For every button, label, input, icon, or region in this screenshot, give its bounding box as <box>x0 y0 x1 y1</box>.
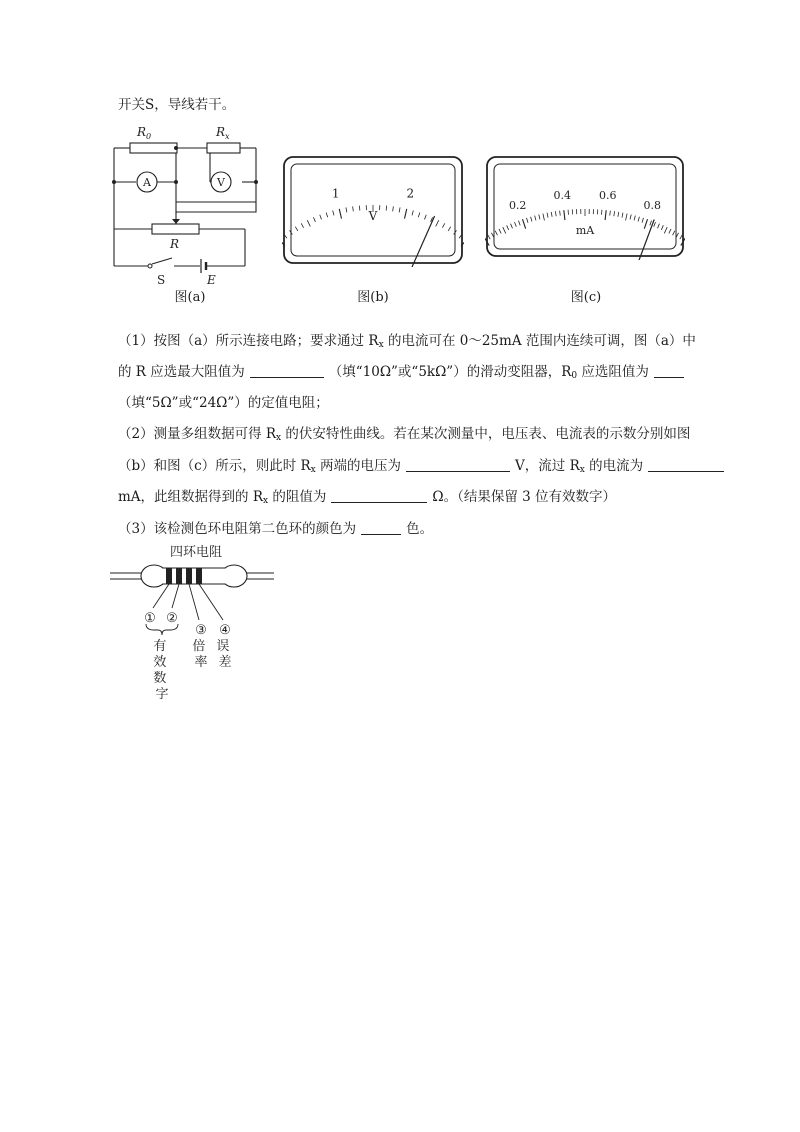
marker-4: ④ <box>219 623 231 638</box>
caption-figure-c: 图(c) <box>570 290 602 305</box>
resistor-band-1 <box>166 568 172 584</box>
intro-line: 开关S，导线若干。 <box>118 97 236 113</box>
r0-label: $R_0$ <box>137 125 152 141</box>
milliammeter-tick-label: 0.2 <box>508 199 527 213</box>
rx-label: $R_x$ <box>216 125 230 141</box>
voltmeter-unit: V <box>368 209 378 223</box>
answer-blank-rheostat[interactable] <box>250 363 324 378</box>
milliammeter-tick-label: 0.4 <box>553 189 571 203</box>
caption-figure-b: 图(b) <box>357 290 389 305</box>
answer-blank-current[interactable] <box>648 457 724 472</box>
label-significant-digits: 有 效 数 字 <box>153 639 169 702</box>
label-tolerance: 误 差 <box>216 639 232 670</box>
battery-label: E <box>207 273 216 287</box>
answer-blank-voltage[interactable] <box>406 457 510 472</box>
q1-line-1: （1）按图（a）所示连接电路；要求通过 $R_x$ 的电流可在 0～25mA 范围内连续可调，图（a）中 <box>118 333 696 350</box>
voltmeter-tick-label: 1 <box>331 186 340 201</box>
q1-line-3: （填“5Ω”或“24Ω”）的定值电阻； <box>118 395 329 411</box>
switch-label: S <box>157 273 166 287</box>
marker-2: ② <box>166 611 178 626</box>
answer-blank-r0[interactable] <box>654 363 684 378</box>
q2-line-3: mA，此组数据得到的 $R_x$ 的阻值为 Ω。（结果保留 3 位有效数字） <box>118 489 617 506</box>
milliammeter-figure-c <box>485 155 685 260</box>
voltmeter-label: V <box>217 176 225 189</box>
marker-3: ③ <box>195 623 207 638</box>
marker-1: ① <box>144 611 156 626</box>
milliammeter-tick-label: 0.6 <box>599 189 617 203</box>
caption-figure-a: 图(a) <box>174 290 206 305</box>
q2-line-1: （2）测量多组数据可得 $R_x$ 的伏安特性曲线。若在某次测量中，电压表、电流表的示数分别如图 <box>118 426 691 443</box>
label-multiplier: 倍 率 <box>192 639 208 670</box>
resistor-title: 四环电阻 <box>170 545 223 560</box>
q1-line-2: 的 R 应选最大阻值为 （填“10Ω”或“5kΩ”）的滑动变阻器，$R_0$ 应选阻值为 <box>118 362 790 386</box>
milliammeter-unit: mA <box>575 224 595 237</box>
rheostat-label: R <box>170 237 180 251</box>
answer-blank-resistance[interactable] <box>331 488 427 503</box>
q3-line: （3）该检测色环电阻第二色环的颜色为 色。 <box>118 521 434 537</box>
milliammeter-tick-label: 0.8 <box>643 199 662 213</box>
resistor-band-4 <box>196 568 202 584</box>
resistor-band-2 <box>176 568 182 584</box>
circuit-figure-a <box>100 118 270 288</box>
voltmeter-figure-b <box>282 155 464 267</box>
ammeter-label: A <box>143 176 151 189</box>
resistor-band-3 <box>186 568 192 584</box>
answer-blank-color[interactable] <box>361 520 401 535</box>
resistor-figure <box>108 540 278 710</box>
voltmeter-tick-label: 2 <box>406 186 415 201</box>
q2-line-2: （b）和图（c）所示，则此时 $R_x$ 两端的电压为 V，流过 $R_x$ 的电流为 <box>118 456 790 480</box>
